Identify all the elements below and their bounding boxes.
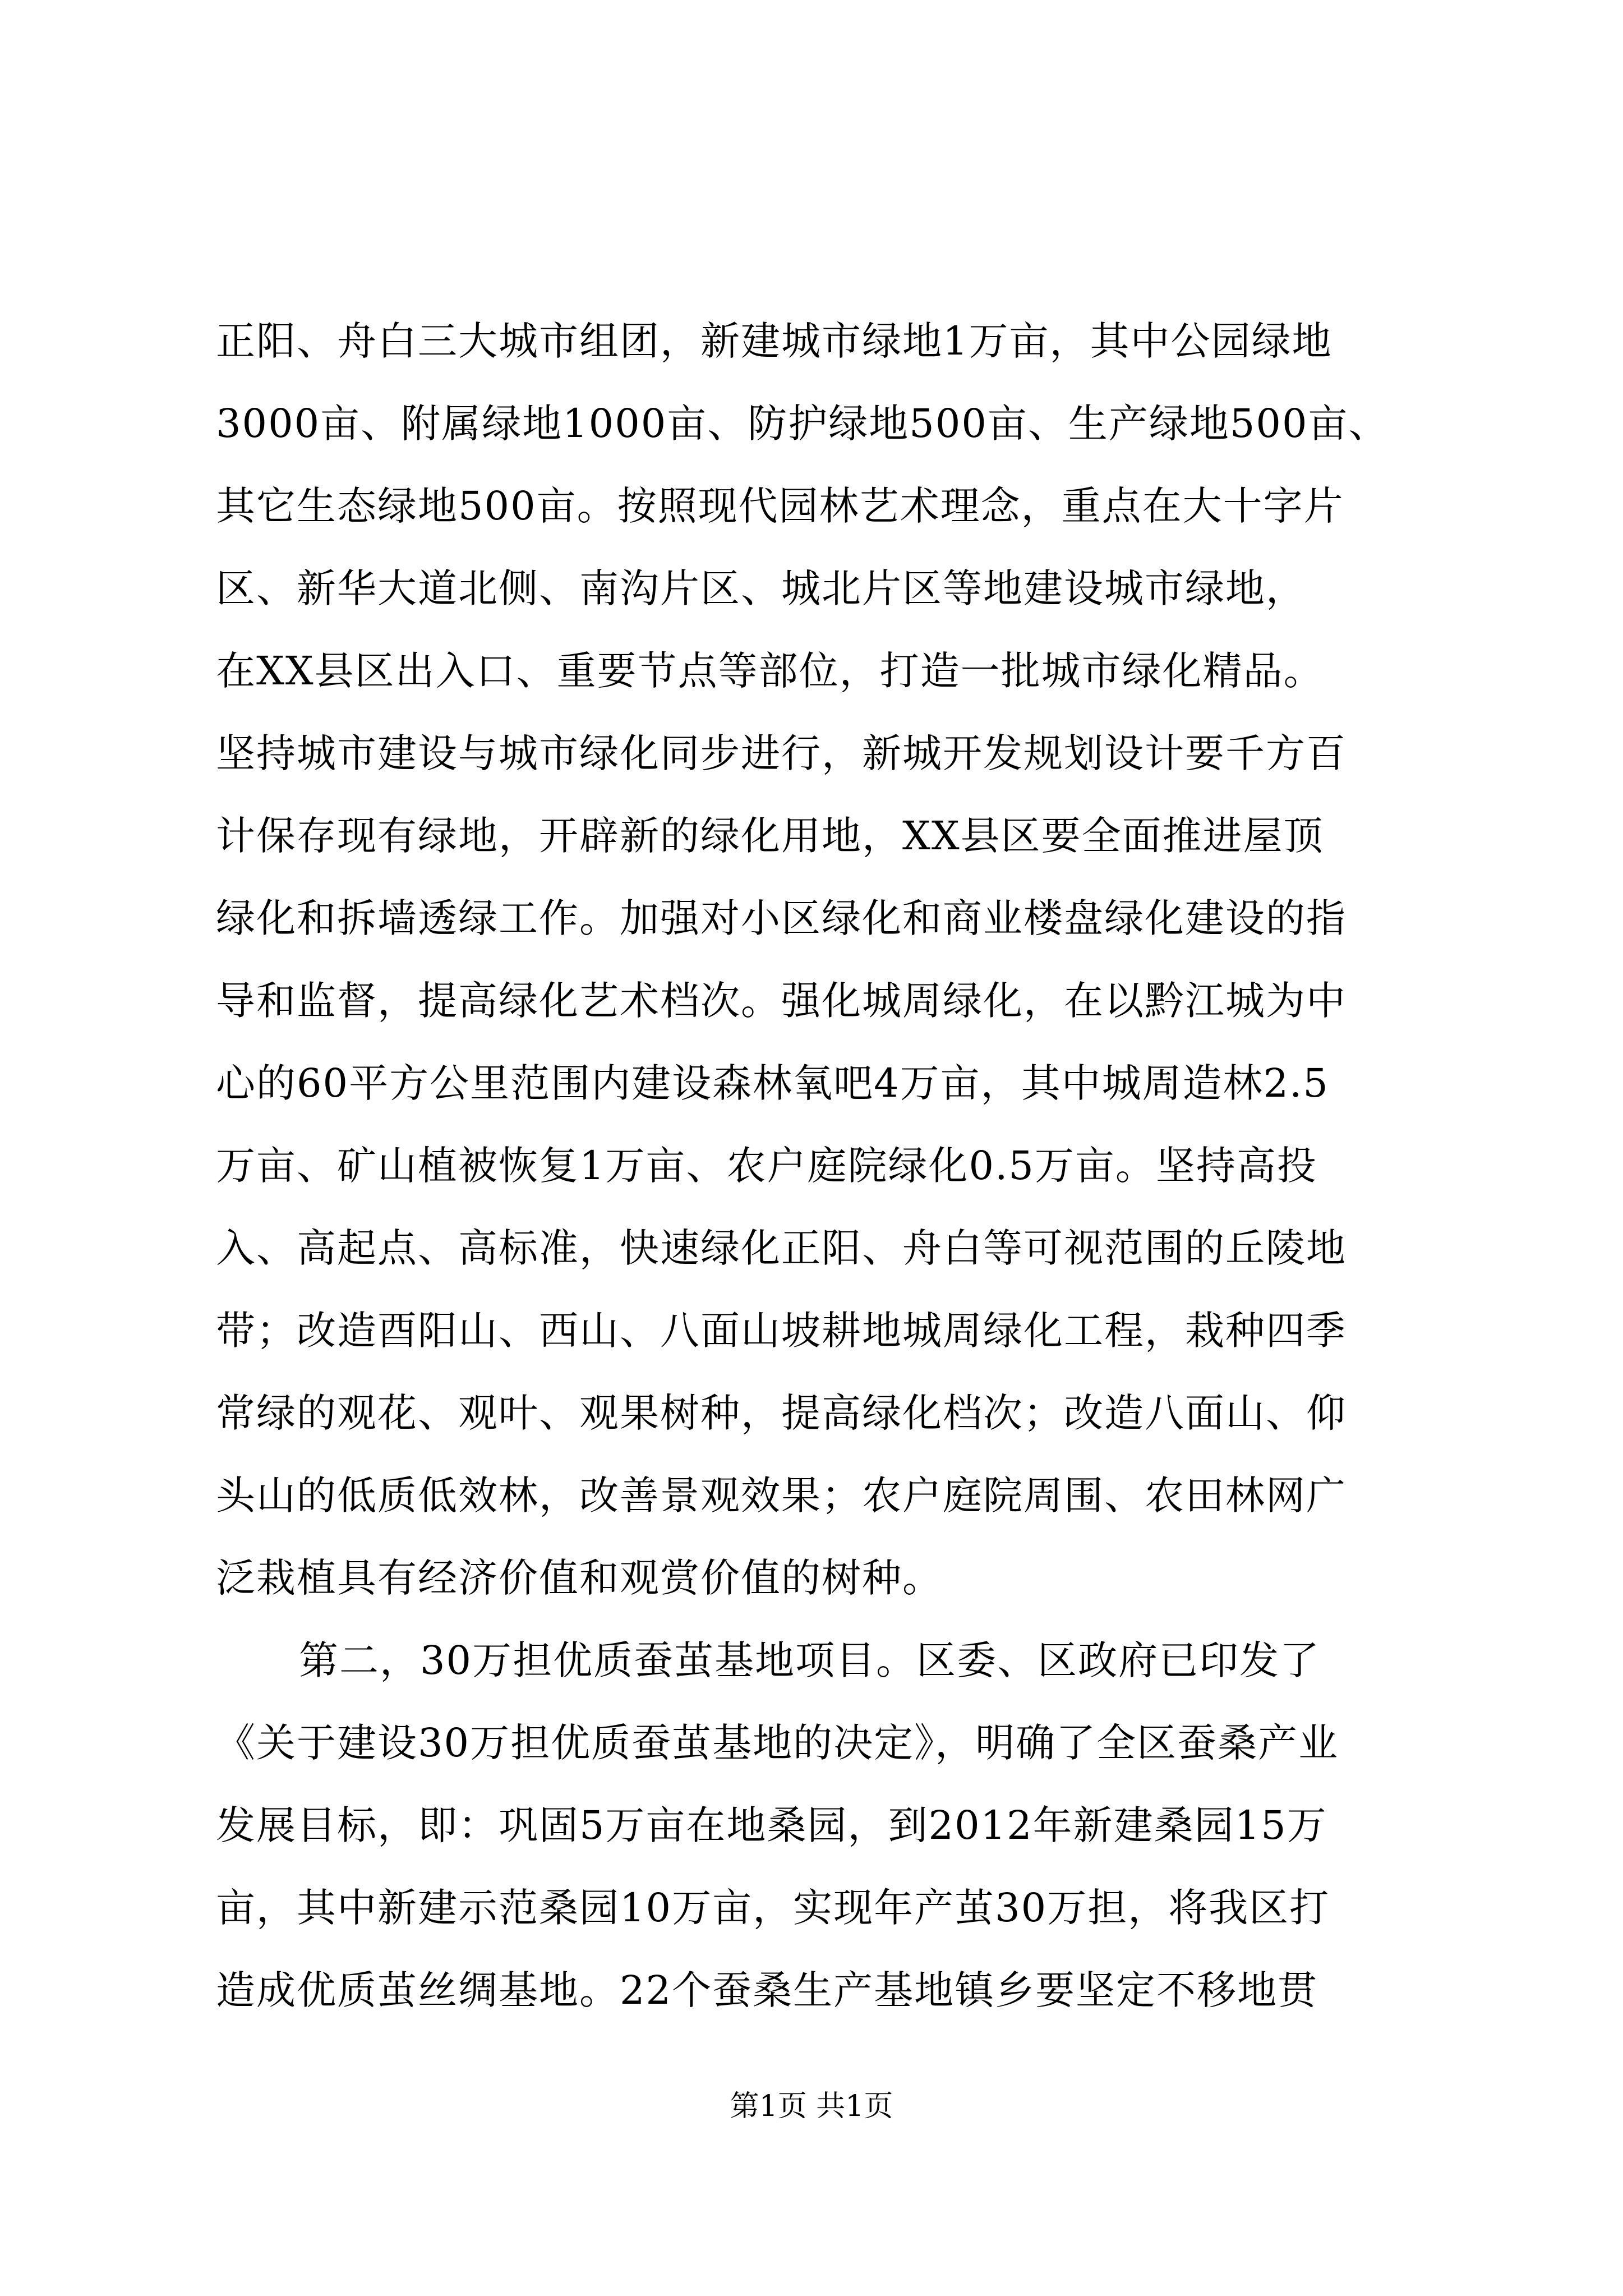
text-line: 泛栽植具有经济价值和观赏价值的树种。 (216, 1555, 943, 1601)
text-line: 区、新华大道北侧、南沟片区、城北片区等地建设城市绿地， (216, 565, 1306, 611)
text-line: 万亩、矿山植被恢复1万亩、农户庭院绿化0.5万亩。坚持高投 (216, 1143, 1317, 1189)
text-line: 计保存现有绿地，开辟新的绿化用地，XX县区要全面推进屋顶 (216, 813, 1324, 859)
text-line: 头山的低质低效林，改善景观效果；农户庭院周围、农田林网广 (216, 1473, 1347, 1519)
text-line: 在XX县区出入口、重要节点等部位，打造一批城市绿化精品。 (216, 648, 1324, 694)
text-line: 常绿的观花、观叶、观果树种，提高绿化档次；改造八面山、仰 (216, 1390, 1347, 1436)
text-line: 绿化和拆墙透绿工作。加强对小区绿化和商业楼盘绿化建设的指 (216, 895, 1347, 941)
text-line: 其它生态绿地500亩。按照现代园林艺术理念，重点在大十字片 (216, 483, 1344, 529)
text-line: 发展目标，即：巩固5万亩在地桑园，到2012年新建桑园15万 (216, 1802, 1327, 1848)
body-text (216, 300, 1422, 2032)
text-line: 亩，其中新建示范桑园10万亩，实现年产茧30万担，将我区打 (216, 1885, 1330, 1931)
text-line: 带；改造酉阳山、西山、八面山坡耕地城周绿化工程，栽种四季 (216, 1308, 1347, 1354)
text-line: 入、高起点、高标准，快速绿化正阳、舟白等可视范围的丘陵地 (216, 1225, 1347, 1271)
text-line: 3000亩、附属绿地1000亩、防护绿地500亩、生产绿地500亩、 (216, 401, 1389, 447)
text-line: 正阳、舟白三大城市组团，新建城市绿地1万亩，其中公园绿地 (216, 318, 1332, 364)
page-footer: 第1页 共1页 (730, 2090, 893, 2123)
text-line: 心的60平方公里范围内建设森林氧吧4万亩，其中城周造林2.5 (216, 1060, 1329, 1106)
text-line: 《关于建设30万担优质蚕茧基地的决定》，明确了全区蚕桑产业 (216, 1720, 1339, 1766)
paragraph-first-line: 第二，30万担优质蚕茧基地项目。区委、区政府已印发了 (299, 1637, 1321, 1683)
text-line: 造成优质茧丝绸基地。22个蚕桑生产基地镇乡要坚定不移地贯 (216, 1967, 1318, 2013)
text-line: 坚持城市建设与城市绿化同步进行，新城开发规划设计要千方百 (216, 730, 1347, 776)
text-line: 导和监督，提高绿化艺术档次。强化城周绿化，在以黔江城为中 (216, 978, 1347, 1024)
